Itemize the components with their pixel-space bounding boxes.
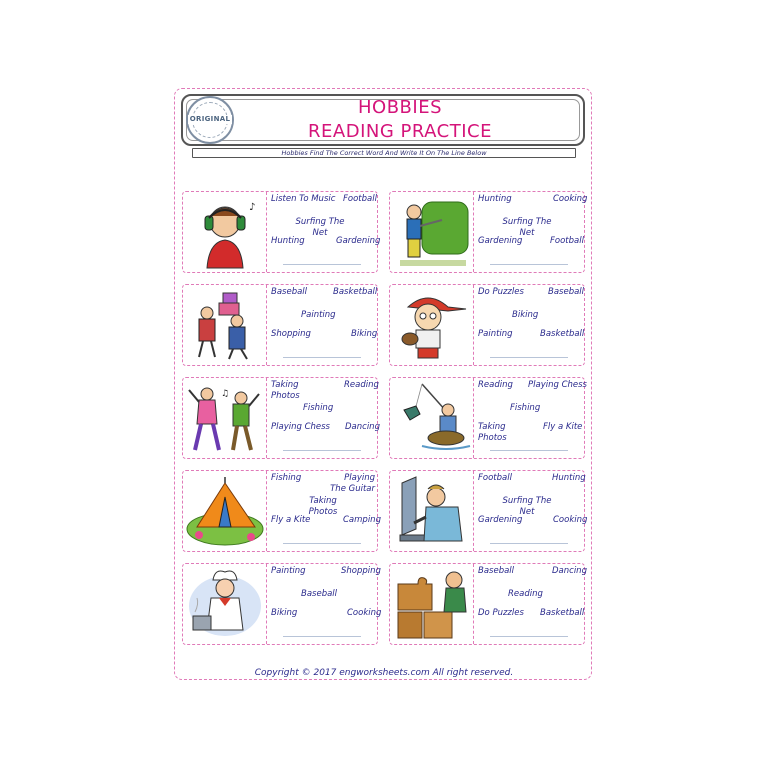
word-option: Taking Photos bbox=[478, 422, 507, 443]
word-option: Dancing bbox=[345, 422, 380, 432]
svg-text:♪: ♪ bbox=[249, 202, 256, 213]
exercise-card-3 bbox=[182, 284, 378, 366]
word-option: Gardening bbox=[336, 236, 381, 246]
word-option: Football bbox=[550, 236, 584, 246]
word-option: Do Puzzles bbox=[478, 608, 524, 618]
exercise-card-8 bbox=[389, 470, 588, 552]
word-option: Football bbox=[478, 473, 512, 483]
boy-playing-baseball-icon bbox=[390, 285, 474, 365]
word-option: Fishing bbox=[271, 473, 302, 483]
answer-line[interactable] bbox=[283, 357, 361, 358]
original-stamp-icon bbox=[186, 96, 234, 144]
word-option: Taking Photos bbox=[308, 496, 338, 517]
word-option: Baseball bbox=[301, 589, 338, 599]
exercise-card-7 bbox=[182, 470, 381, 552]
exercise-card-10 bbox=[389, 563, 585, 645]
person-listening-music-icon bbox=[183, 192, 267, 272]
word-option: Surfing The Net bbox=[502, 217, 552, 238]
tent-camping-icon bbox=[183, 471, 267, 551]
word-option: Shopping bbox=[271, 329, 311, 339]
answer-line[interactable] bbox=[490, 264, 568, 265]
answer-line[interactable] bbox=[490, 543, 568, 544]
word-option: Painting bbox=[301, 310, 336, 320]
instruction-text: Hobbies Find The Correct Word And Write It On The Line Below bbox=[281, 149, 487, 157]
word-option: Camping bbox=[343, 515, 381, 525]
word-option: Playing The Guitar bbox=[330, 473, 375, 494]
word-option: Basketball bbox=[540, 329, 585, 339]
word-option: Biking bbox=[512, 310, 539, 320]
word-option: Cooking bbox=[553, 194, 588, 204]
answer-line[interactable] bbox=[490, 636, 568, 637]
answer-line[interactable] bbox=[283, 636, 361, 637]
word-option: Taking Photos bbox=[271, 380, 300, 401]
word-option: Playing Chess bbox=[528, 380, 587, 390]
word-option: Cooking bbox=[347, 608, 382, 618]
page-title: HOBBIES bbox=[357, 97, 442, 118]
word-option: Gardening bbox=[478, 515, 523, 525]
word-option: Painting bbox=[478, 329, 513, 339]
exercise-card-9 bbox=[182, 563, 382, 645]
word-option: Surfing The Net bbox=[502, 496, 552, 517]
word-option: Reading bbox=[344, 380, 379, 390]
word-option: Reading bbox=[508, 589, 543, 599]
word-option: Shopping bbox=[341, 566, 381, 576]
word-option: Biking bbox=[351, 329, 378, 339]
word-option: Painting bbox=[271, 566, 306, 576]
word-option: Listen To Music bbox=[271, 194, 336, 204]
svg-text:♫: ♫ bbox=[221, 389, 230, 399]
word-option: Dancing bbox=[552, 566, 587, 576]
word-option: Surfing The Net bbox=[295, 217, 345, 238]
word-option: Basketball bbox=[333, 287, 378, 297]
answer-line[interactable] bbox=[283, 450, 361, 451]
exercise-card-5 bbox=[182, 377, 378, 459]
word-option: Fishing bbox=[510, 403, 541, 413]
word-option: Hunting bbox=[478, 194, 512, 204]
answer-line[interactable] bbox=[490, 450, 568, 451]
word-option: Playing Chess bbox=[271, 422, 330, 432]
word-option: Baseball bbox=[271, 287, 308, 297]
exercise-card-1 bbox=[182, 191, 381, 273]
exercise-card-4 bbox=[389, 284, 585, 366]
answer-line[interactable] bbox=[283, 543, 361, 544]
stamp-label: ORIGINAL bbox=[189, 115, 231, 123]
people-shopping-icon bbox=[183, 285, 267, 365]
exercise-card-6 bbox=[389, 377, 585, 459]
person-gardening-icon bbox=[390, 192, 474, 272]
word-option: Fly a Kite bbox=[271, 515, 311, 525]
word-option: Do Puzzles bbox=[478, 287, 524, 297]
word-option: Basketball bbox=[540, 608, 585, 618]
word-option: Cooking bbox=[553, 515, 588, 525]
word-option: Gardening bbox=[478, 236, 523, 246]
chef-cooking-icon bbox=[183, 564, 267, 644]
people-dancing-icon bbox=[183, 378, 267, 458]
word-option: Hunting bbox=[552, 473, 586, 483]
word-option: Biking bbox=[271, 608, 298, 618]
exercise-card-2 bbox=[389, 191, 588, 273]
man-at-computer-icon bbox=[390, 471, 474, 551]
word-option: Fly a Kite bbox=[543, 422, 583, 432]
word-option: Reading bbox=[478, 380, 513, 390]
answer-line[interactable] bbox=[283, 264, 361, 265]
boy-doing-puzzle-icon bbox=[390, 564, 474, 644]
man-fishing-icon bbox=[390, 378, 474, 458]
word-option: Fishing bbox=[303, 403, 334, 413]
word-option: Baseball bbox=[478, 566, 515, 576]
answer-line[interactable] bbox=[490, 357, 568, 358]
word-option: Baseball bbox=[548, 287, 585, 297]
word-option: Hunting bbox=[271, 236, 305, 246]
copyright-footer: Copyright © 2017 engworksheets.com All right reserved. bbox=[254, 668, 514, 678]
page-subtitle: READING PRACTICE bbox=[308, 121, 492, 142]
word-option: Football bbox=[343, 194, 377, 204]
